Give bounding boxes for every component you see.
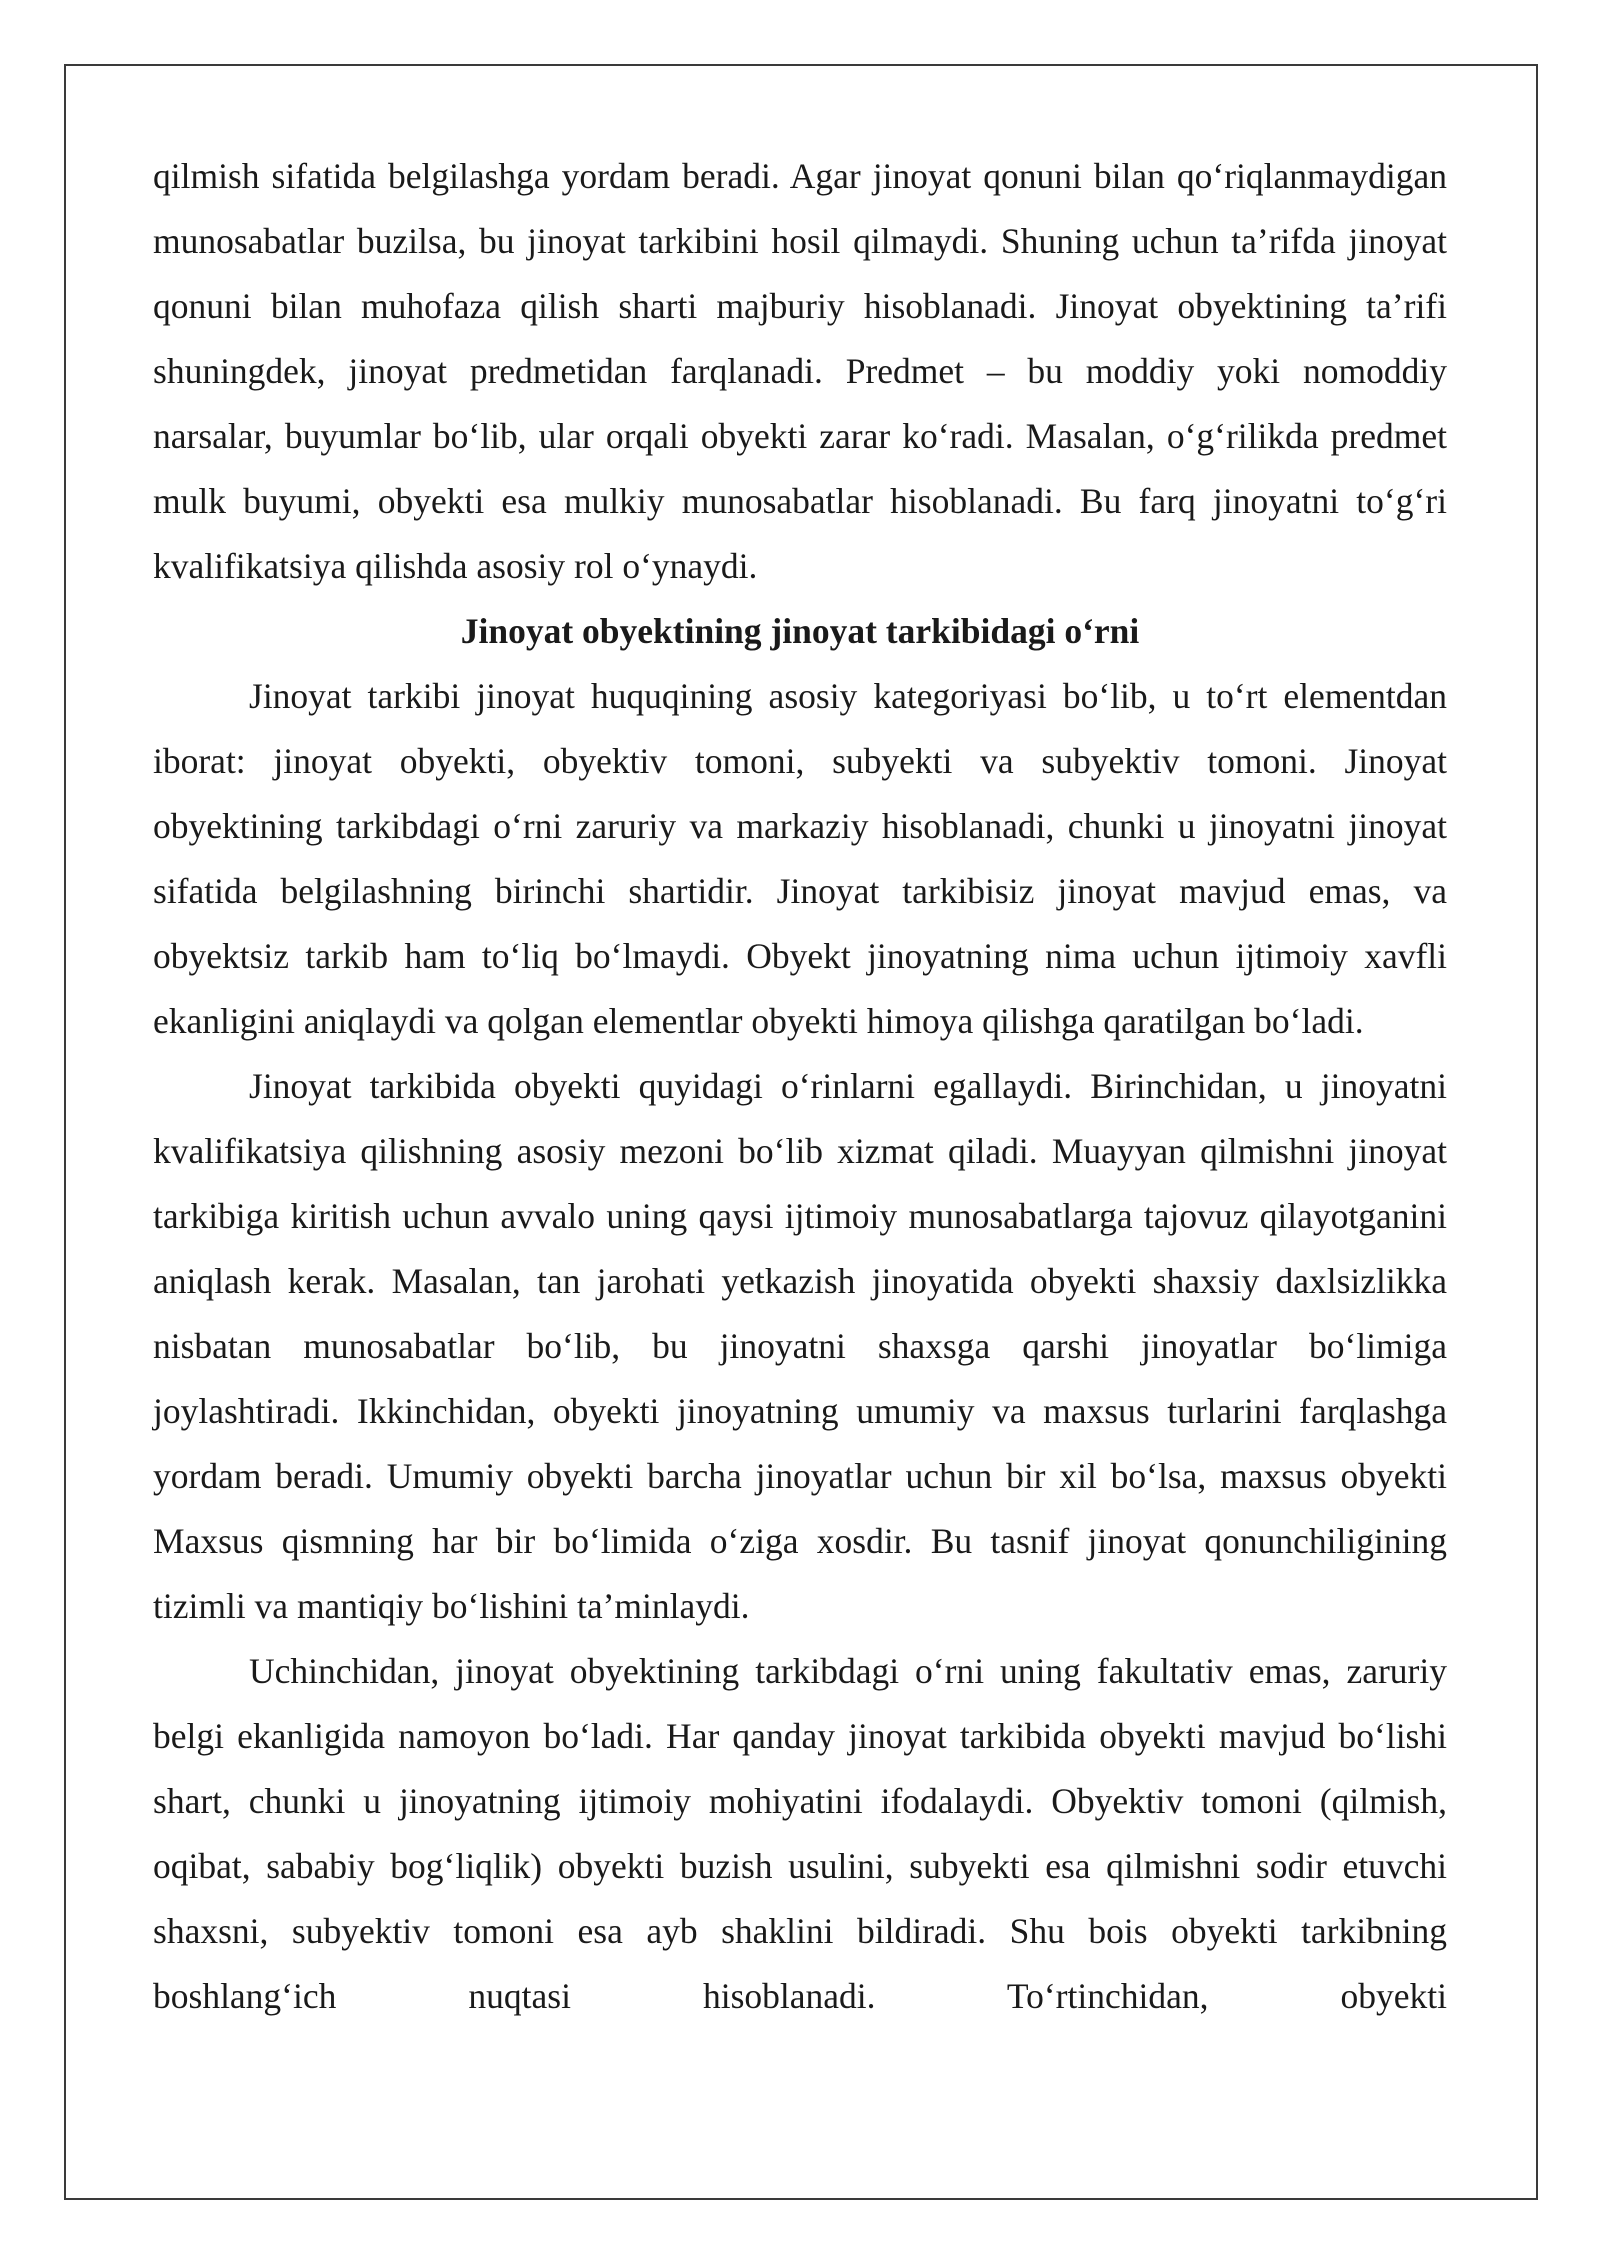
section-heading: Jinoyat obyektining jinoyat tarkibidagi o‘rni: [460, 611, 1140, 651]
paragraph: Jinoyat tarkibida obyekti quyidagi o‘rinlarni egallaydi. Birinchidan, u jinoyatni kvalifikatsiya qilishning asosiy mezoni bo‘lib xizmat qiladi. Muayyan qilmishni jinoyat tarkibiga kiritish uchun avvalo uning qaysi ijtimoiy munosabatlarga tajovuz qilayotganini aniqlash kerak. Masalan, tan jarohati yetkazish jinoyatida obyekti shaxsiy daxlsizlikka nisbatan munosabatlar bo‘lib, bu jinoyatni shaxsga qarshi jinoyatlar bo‘limiga joylashtiradi. Ikkinchidan, obyekti jinoyatning umumiy va maxsus turlarini farqlashga yordam beradi. Umumiy obyekti barcha jinoyatlar uchun bir xil bo‘lsa, maxsus obyekti Maxsus qismning har bir bo‘limida o‘ziga xosdir. Bu tasnif jinoyat qonunchiligining tizimli va mantiqiy bo‘lishini ta’minlaydi.: [153, 1066, 1447, 1626]
paragraph: Jinoyat tarkibi jinoyat huquqining asosiy kategoriyasi bo‘lib, u to‘rt elementdan iborat: jinoyat obyekti, obyektiv tomoni, subyekti va subyektiv tomoni. Jinoyat obyektining tarkibdagi o‘rni zaruriy va markaziy hisoblanadi, chunki u jinoyatni jinoyat sifatida belgilashning birinchi shartidir. Jinoyat tarkibisiz jinoyat mavjud emas, va obyektsiz tarkib ham to‘liq bo‘lmaydi. Obyekt jinoyatning nima uchun ijtimoiy xavfli ekanligini aniqlaydi va qolgan elementlar obyekti himoya qilishga qaratilgan bo‘ladi.: [153, 676, 1447, 1041]
paragraph-continuation: qilmish sifatida belgilashga yordam beradi. Agar jinoyat qonuni bilan qo‘riqlanmaydigan munosabatlar buzilsa, bu jinoyat tarkibini hosil qilmaydi. Shuning uchun ta’rifda jinoyat qonuni bilan muhofaza qilish sharti majburiy hisoblanadi. Jinoyat obyektining ta’rifi shuningdek, jinoyat predmetidan farqlanadi. Predmet – bu moddiy yoki nomoddiy narsalar, buyumlar bo‘lib, ular orqali obyekti zarar ko‘radi. Masalan, o‘g‘rilikda predmet mulk buyumi, obyekti esa mulkiy munosabatlar hisoblanadi. Bu farq jinoyatni to‘g‘ri kvalifikatsiya qilishda asosiy rol o‘ynaydi.: [153, 156, 1447, 586]
paragraph: Uchinchidan, jinoyat obyektining tarkibdagi o‘rni uning fakultativ emas, zaruriy belgi ekanligida namoyon bo‘ladi. Har qanday jinoyat tarkibida obyekti mavjud bo‘lishi shart, chunki u jinoyatning ijtimoiy mohiyatini ifodalaydi. Obyektiv tomoni (qilmish, oqibat, sababiy bog‘liqlik) obyekti buzish usulini, subyekti esa qilmishni sodir etuvchi shaxsni, subyektiv tomoni esa ayb shaklini bildiradi. Shu bois obyekti tarkibning boshlang‘ich nuqtasi hisoblanadi. To‘rtinchidan, obyekti: [153, 1651, 1447, 2016]
document-body: [153, 144, 1447, 2029]
